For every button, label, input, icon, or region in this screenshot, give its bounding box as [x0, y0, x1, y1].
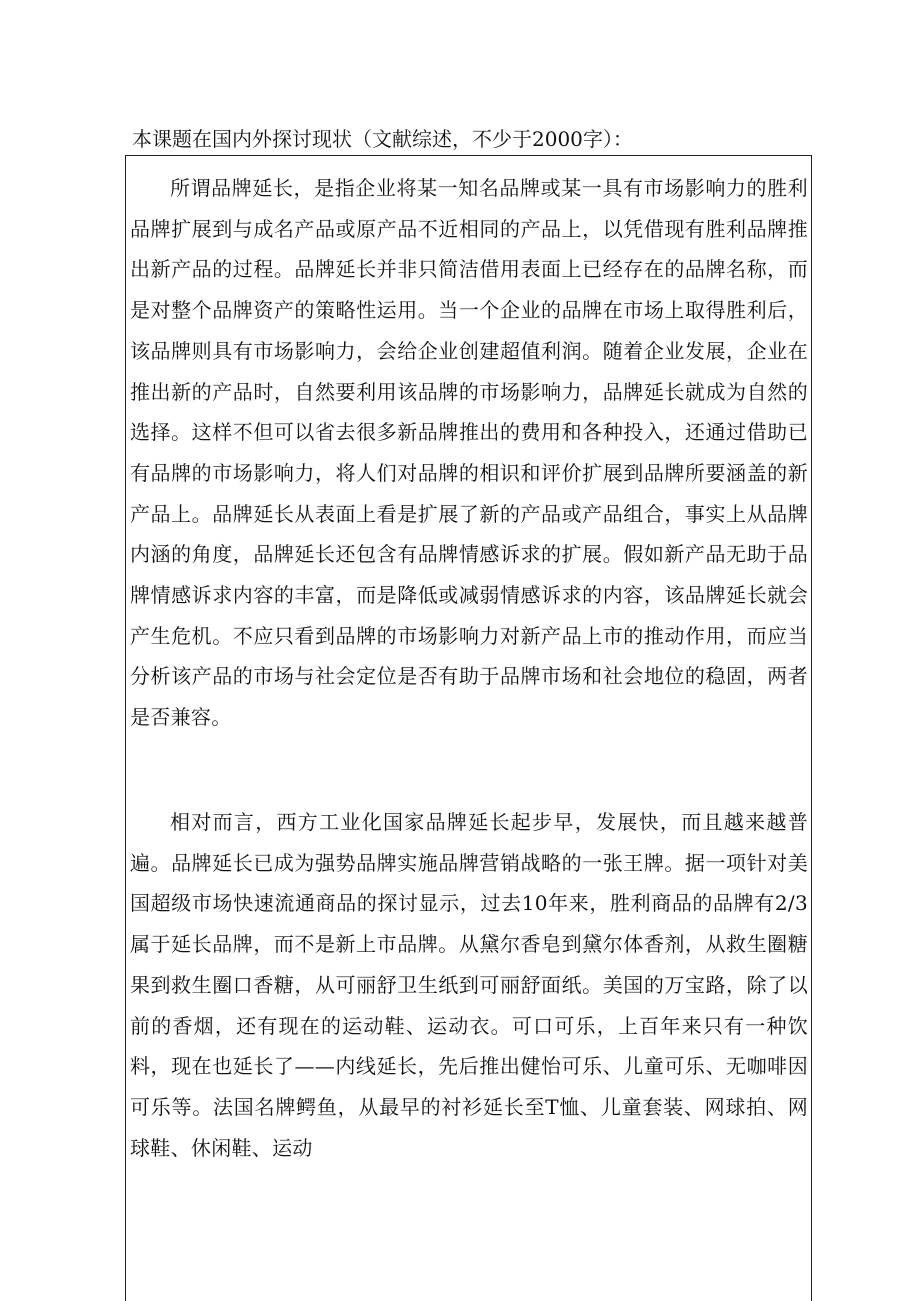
paragraph-2: 相对而言，西方工业化国家品牌延长起步早，发展快，而且越来越普遍。品牌延长已成为强势品牌实施品牌营销战略的一张王牌。据一项针对美国超级市场快速流通商品的探讨显示，过去10年来，胜利商品的品牌有2/3属于延长品牌，而不是新上市品牌。从黛尔香皂到黛尔体香剂，从救生圈糖果到救生圈口香糖，从可丽舒卫生纸到可丽舒面纸。美国的万宝路，除了以前的香烟，还有现在的运动鞋、运动衣。可口可乐，上百年来只有一种饮料，现在也延长了——内线延长，先后推出健怡可乐、儿童可乐、无咖啡因可乐等。法国名牌鳄鱼，从最早的衬衫延长至T恤、儿童套装、网球拍、网球鞋、休闲鞋、运动 — [130, 810, 808, 1160]
paragraph-1: 所谓品牌延长，是指企业将某一知名品牌或某一具有市场影响力的胜利品牌扩展到与成名产品或原产品不近相同的产品上，以凭借现有胜利品牌推出新产品的过程。品牌延长并非只简洁借用表面上已经存在的品牌名称，而是对整个品牌资产的策略性运用。当一个企业的品牌在市场上取得胜利后，该品牌则具有市场影响力，会给企业创建超值利润。随着企业发展，企业在推出新的产品时，自然要利用该品牌的市场影响力，品牌延长就成为自然的选择。这样不但可以省去很多新品牌推出的费用和各种投入，还通过借助已有品牌的市场影响力，将人们对品牌的相识和评价扩展到品牌所要涵盖的新产品上。品牌延长从表面上看是扩展了新的产品或产品组合，事实上从品牌内涵的角度，品牌延长还包含有品牌情感诉求的扩展。假如新产品无助于品牌情感诉求内容的丰富，而是降低或减弱情感诉求的内容，该品牌延长就会产生危机。不应只看到品牌的市场影响力对新产品上市的推动作用，而应当分析该产品的市场与社会定位是否有助于品牌市场和社会地位的稳固，两者是否兼容。 — [130, 176, 808, 730]
section-heading: 本课题在国内外探讨现状（文献综述，不少于2000字）： — [132, 127, 633, 151]
